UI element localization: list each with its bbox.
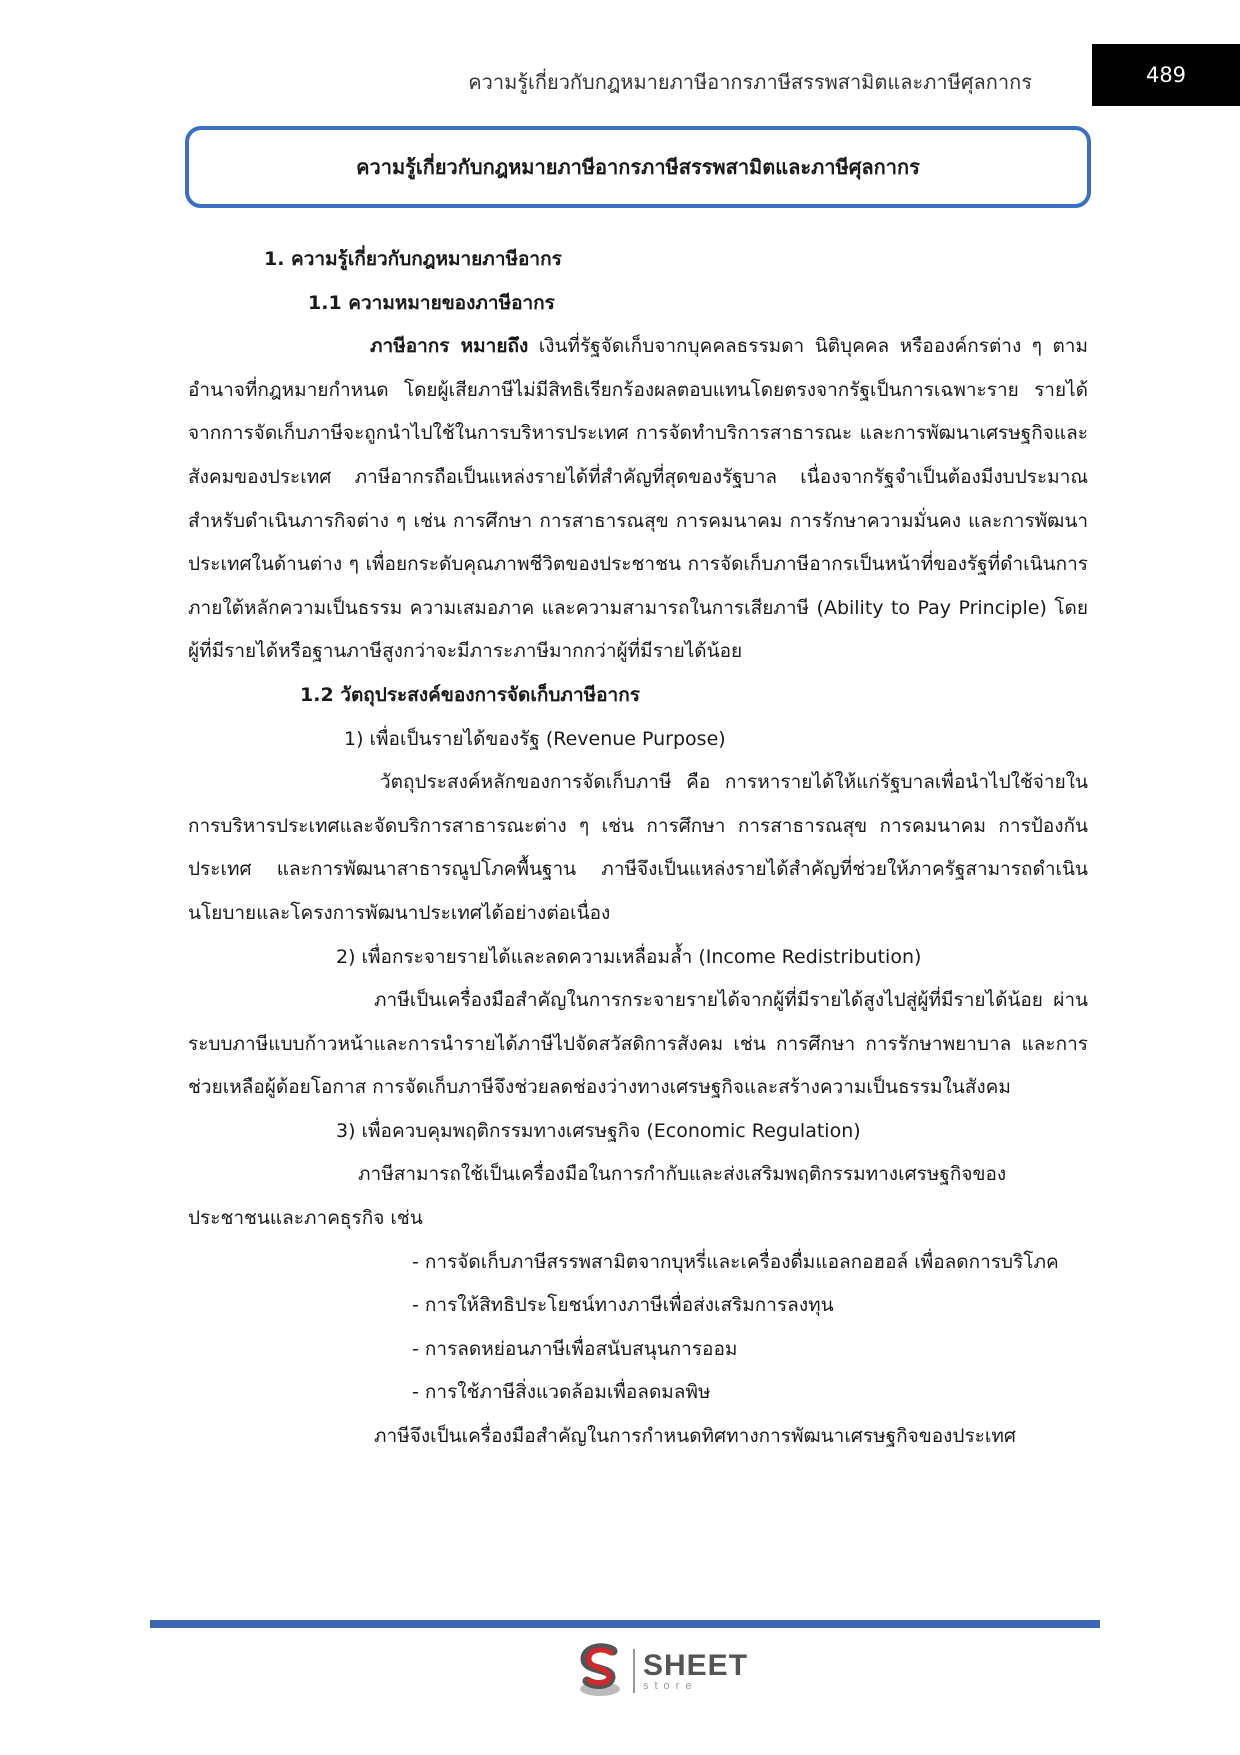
objective-body-1: วัตถุประสงค์หลักของการจัดเก็บภาษี คือ การหารายได้ให้แก่รัฐบาลเพื่อนำไปใช้จ่ายในการบริหารประเทศและจัดบริการสาธารณะต่าง ๆ เช่น การศึกษา การสาธารณสุข การคมนาคม การป้องกันประเทศ และการพัฒนาสาธารณูปโภคพื้นฐาน ภาษีจึงเป็นแหล่งรายได้สำคัญที่ช่วยให้ภาครัฐสามารถดำเนินนโยบายและโครงการพัฒนาประเทศได้อย่างต่อเนื่อง: [188, 771, 1088, 924]
bullet-item: - การใช้ภาษีสิ่งแวดล้อมเพื่อลดมลพิษ: [412, 1381, 711, 1404]
logo-text: [643, 1648, 749, 1692]
logo-divider: [633, 1649, 635, 1693]
sheet-store-logo: [575, 1642, 748, 1700]
definition-body: เงินที่รัฐจัดเก็บจากบุคคลธรรมดา นิติบุคคล หรือองค์กรต่าง ๆ ตามอำนาจที่กฎหมายกำหนด โดยผู้เสียภาษีไม่มีสิทธิเรียกร้องผลตอบแทนโดยตรงจากรัฐเป็นการเฉพาะราย รายได้จากการจัดเก็บภาษีจะถูกนำไปใช้ในการบริหารประเทศ การจัดทำบริการสาธารณะ และการพัฒนาเศรษฐกิจและสังคมของประเทศ ภาษีอากรถือเป็นแหล่งรายได้ที่สำคัญที่สุดของรัฐบาล เนื่องจากรัฐจำเป็นต้องมีงบประมาณสำหรับดำเนินภารกิจต่าง ๆ เช่น การศึกษา การสาธารณสุข การคมนาคม การรักษาความมั่นคง และการพัฒนาประเทศในด้านต่าง ๆ เพื่อยกระดับคุณภาพชีวิตของประชาชน การจัดเก็บภาษีอากรเป็นหน้าที่ของรัฐที่ดำเนินการภายใต้หลักความเป็นธรรม ความเสมอภาค และความสามารถในการเสียภาษี (Ability to Pay Principle) โดยผู้ที่มีรายได้หรือฐานภาษีสูงกว่าจะมีภาระภาษีมากกว่าผู้ที่มีรายได้น้อย: [188, 335, 1088, 663]
bullet-item: - การจัดเก็บภาษีสรรพสามิตจากบุหรี่และเครื่องดื่มแอลกอฮอล์ เพื่อลดการบริโภค: [412, 1250, 1059, 1273]
footer-rule: [150, 1620, 1100, 1628]
document-body: [188, 238, 1088, 1459]
logo-sub: store: [643, 1679, 698, 1692]
objective-body-2: ภาษีเป็นเครื่องมือสำคัญในการกระจายรายได้จากผู้ที่มีรายได้สูงไปสู่ผู้ที่มีรายได้น้อย ผ่านระบบภาษีแบบก้าวหน้าและการนำรายได้ภาษีไปจัดสวัสดิการสังคม เช่น การศึกษา การรักษาพยาบาล และการช่วยเหลือผู้ด้อยโอกาส การจัดเก็บภาษีจึงช่วยลดช่องว่างทางเศรษฐกิจและสร้างความเป็นธรรมในสังคม: [188, 989, 1088, 1099]
objective-title-3: 3) เพื่อควบคุมพฤติกรรมทางเศรษฐกิจ (Economic Regulation): [336, 1119, 861, 1142]
objective-body-3: ภาษีสามารถใช้เป็นเครื่องมือในการกำกับและส่งเสริมพฤติกรรมทางเศรษฐกิจของประชาชนและภาคธุรกิจ เช่น: [188, 1163, 1007, 1230]
logo-word: SHEET: [643, 1648, 749, 1682]
bullet-item: - การให้สิทธิประโยชน์ทางภาษีเพื่อส่งเสริมการลงทุน: [412, 1294, 834, 1317]
objective-title-2: 2) เพื่อกระจายรายได้และลดความเหลื่อมล้ำ (Income Redistribution): [336, 945, 922, 968]
section-heading: 1. ความรู้เกี่ยวกับกฎหมายภาษีอากร: [264, 248, 562, 270]
running-header: ความรู้เกี่ยวกับกฎหมายภาษีอากรภาษีสรรพสามิตและภาษีศุลกากร: [468, 70, 1032, 94]
sheet-store-s-logo-icon: [575, 1643, 625, 1699]
subsection-heading-1-1: 1.1 ความหมายของภาษีอากร: [308, 291, 555, 314]
subsection-heading-1-2: 1.2 วัตถุประสงค์ของการจัดเก็บภาษีอากร: [300, 683, 640, 706]
closing-paragraph: ภาษีจึงเป็นเครื่องมือสำคัญในการกำหนดทิศทางการพัฒนาเศรษฐกิจของประเทศ: [374, 1425, 1016, 1448]
page-number: 489: [1092, 44, 1240, 106]
title-box: ความรู้เกี่ยวกับกฎหมายภาษีอากรภาษีสรรพสามิตและภาษีศุลกากร: [185, 126, 1091, 208]
bullet-item: - การลดหย่อนภาษีเพื่อสนับสนุนการออม: [412, 1337, 738, 1360]
definition-paragraph: [188, 325, 1088, 674]
objective-title-1: 1) เพื่อเป็นรายได้ของรัฐ (Revenue Purpose): [344, 727, 726, 750]
definition-term: ภาษีอากร หมายถึง: [370, 335, 529, 358]
